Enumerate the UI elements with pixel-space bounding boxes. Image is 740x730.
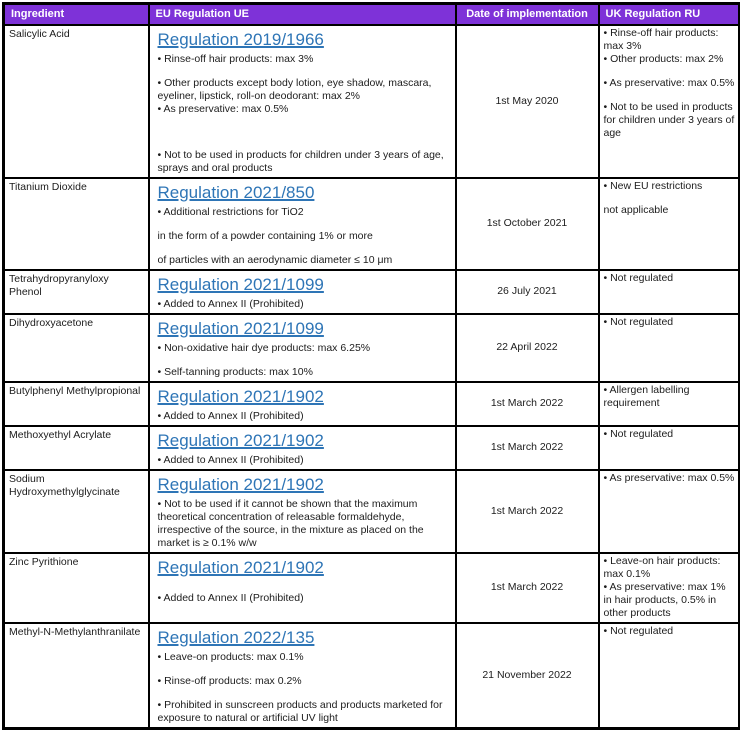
implementation-date-cell: 1st March 2022 [456, 553, 599, 623]
blank-line [158, 138, 449, 149]
text-line: • Rinse-off products: max 0.2% [157, 674, 302, 687]
table-row [4, 25, 740, 178]
eu-regulation-details [158, 581, 449, 605]
regulation-link[interactable]: Regulation 2021/1902 [157, 474, 324, 494]
implementation-date-cell: 21 November 2022 [456, 623, 599, 729]
ingredient-cell: Sodium Hydroxymethylglycinate [4, 470, 149, 553]
ingredient-cell: Salicylic Acid [4, 25, 149, 178]
ingredient-cell: Methoxyethyl Acrylate [4, 426, 149, 470]
eu-regulation-details [158, 342, 449, 379]
blank-line [158, 664, 449, 675]
implementation-date-cell: 1st March 2022 [456, 426, 599, 470]
uk-regulation-details [604, 472, 736, 485]
uk-regulation-details [604, 180, 736, 217]
table-row [4, 470, 740, 553]
table-row [4, 553, 740, 623]
eu-regulation-details [158, 498, 449, 550]
table-row [4, 426, 740, 470]
regulation-link[interactable]: Regulation 2021/1902 [157, 386, 324, 406]
table-row [4, 178, 740, 270]
text-line: • Leave-on products: max 0.1% [157, 650, 304, 663]
text-line: • Other products except body lotion, eye shadow, mascara, eyeliner, lipstick, roll-on deodorant: max 2% [157, 76, 432, 102]
text-line: • Not to be used in products for children under 3 years of age, sprays and oral products [157, 148, 444, 174]
regulation-link[interactable]: Regulation 2021/1099 [157, 318, 324, 338]
text-line: • As preservative: max 1% in hair products, 0.5% in other products [603, 580, 726, 619]
text-line: • Added to Annex II (Prohibited) [157, 297, 304, 310]
text-line: • Not regulated [603, 271, 674, 284]
eu-regulation-cell [149, 270, 456, 314]
text-line: • Other products: max 2% [603, 52, 724, 65]
text-line: • Added to Annex II (Prohibited) [157, 591, 304, 604]
uk-regulation-details [604, 27, 736, 140]
blank-line [158, 688, 449, 699]
text-line: • Not to be used in products for children under 3 years of age [603, 100, 735, 139]
uk-regulation-details [604, 272, 736, 285]
blank-line [158, 219, 449, 230]
regulation-link[interactable]: Regulation 2021/1902 [157, 430, 324, 450]
uk-regulation-cell [599, 382, 740, 426]
text-line: • Not to be used if it cannot be shown that the maximum theoretical concentration of releasable formaldehyde, irrespective of the source, in the mixture as placed on the market is ≥ 0.1% w/w [157, 497, 424, 549]
implementation-date-cell: 1st October 2021 [456, 178, 599, 270]
text-line: • Allergen labelling requirement [603, 383, 690, 409]
text-line: • As preservative: max 0.5% [603, 471, 735, 484]
eu-regulation-cell [149, 314, 456, 382]
eu-regulation-cell [149, 623, 456, 729]
blank-line [158, 116, 449, 127]
text-line: in the form of a powder containing 1% or more [157, 229, 373, 242]
eu-regulation-cell [149, 178, 456, 270]
uk-regulation-cell [599, 553, 740, 623]
text-line: • Not regulated [603, 624, 674, 637]
eu-regulation-details [158, 298, 449, 311]
column-header-uk-regulation: UK Regulation RU [599, 4, 740, 25]
implementation-date-cell: 26 July 2021 [456, 270, 599, 314]
text-line: • Added to Annex II (Prohibited) [157, 409, 304, 422]
eu-regulation-details [158, 53, 449, 175]
text-line: • Not regulated [603, 427, 674, 440]
ingredient-cell: Dihydroxyacetone [4, 314, 149, 382]
text-line: not applicable [603, 203, 669, 216]
text-line: • Non-oxidative hair dye products: max 6.25% [157, 341, 371, 354]
regulation-link[interactable]: Regulation 2022/135 [157, 627, 315, 647]
implementation-date-cell: 1st March 2022 [456, 382, 599, 426]
blank-line [604, 193, 736, 204]
column-header-eu-regulation: EU Regulation UE [149, 4, 456, 25]
uk-regulation-cell [599, 25, 740, 178]
text-line: • Leave-on hair products: max 0.1% [603, 554, 721, 580]
text-line: • Rinse-off hair products: max 3% [603, 26, 719, 52]
text-line: • As preservative: max 0.5% [603, 76, 735, 89]
text-line: • Not regulated [603, 315, 674, 328]
eu-regulation-details [158, 206, 449, 267]
uk-regulation-cell [599, 178, 740, 270]
regulations-table [2, 2, 740, 730]
uk-regulation-details [604, 316, 736, 329]
text-line: of particles with an aerodynamic diameter ≤ 10 μm [157, 253, 393, 266]
eu-regulation-cell [149, 426, 456, 470]
text-line: • Self-tanning products: max 10% [157, 365, 313, 378]
uk-regulation-cell [599, 426, 740, 470]
text-line: • Rinse-off hair products: max 3% [157, 52, 314, 65]
table-row [4, 270, 740, 314]
implementation-date-cell: 1st May 2020 [456, 25, 599, 178]
eu-regulation-details [158, 410, 449, 423]
header-row [4, 4, 740, 25]
text-line: • Prohibited in sunscreen products and products marketed for exposure to natural or artificial UV light [157, 698, 443, 724]
uk-regulation-cell [599, 314, 740, 382]
blank-line [158, 355, 449, 366]
text-line: • New EU restrictions [603, 179, 703, 192]
uk-regulation-cell [599, 470, 740, 553]
implementation-date-cell: 22 April 2022 [456, 314, 599, 382]
eu-regulation-cell [149, 25, 456, 178]
eu-regulation-details [158, 651, 449, 725]
blank-line [604, 90, 736, 101]
text-line: • Added to Annex II (Prohibited) [157, 453, 304, 466]
uk-regulation-details [604, 428, 736, 441]
column-header-date-of-implementation: Date of implementation [456, 4, 599, 25]
table-row [4, 314, 740, 382]
uk-regulation-details [604, 625, 736, 638]
ingredient-cell: Tetrahydropyranyloxy Phenol [4, 270, 149, 314]
table-body [4, 25, 740, 729]
blank-line [158, 127, 449, 138]
column-header-ingredient: Ingredient [4, 4, 149, 25]
blank-line [158, 243, 449, 254]
blank-line [158, 581, 449, 592]
eu-regulation-details [158, 454, 449, 467]
implementation-date-cell: 1st March 2022 [456, 470, 599, 553]
eu-regulation-cell [149, 470, 456, 553]
regulation-link[interactable]: Regulation 2021/1099 [157, 274, 324, 294]
ingredient-cell: Methyl-N-Methylanthranilate [4, 623, 149, 729]
ingredient-cell: Titanium Dioxide [4, 178, 149, 270]
uk-regulation-cell [599, 270, 740, 314]
regulation-link[interactable]: Regulation 2021/850 [157, 182, 315, 202]
eu-regulation-cell [149, 553, 456, 623]
eu-regulation-cell [149, 382, 456, 426]
ingredient-cell: Zinc Pyrithione [4, 553, 149, 623]
table-row [4, 623, 740, 729]
text-line: • Additional restrictions for TiO2 [157, 205, 304, 218]
blank-line [604, 66, 736, 77]
blank-line [158, 66, 449, 77]
ingredient-cell: Butylphenyl Methylpropional [4, 382, 149, 426]
regulation-link[interactable]: Regulation 2019/1966 [157, 29, 324, 49]
uk-regulation-details [604, 384, 736, 410]
uk-regulation-cell [599, 623, 740, 729]
uk-regulation-details [604, 555, 736, 620]
regulation-link[interactable]: Regulation 2021/1902 [157, 557, 324, 577]
table-row [4, 382, 740, 426]
text-line: • As preservative: max 0.5% [157, 102, 289, 115]
